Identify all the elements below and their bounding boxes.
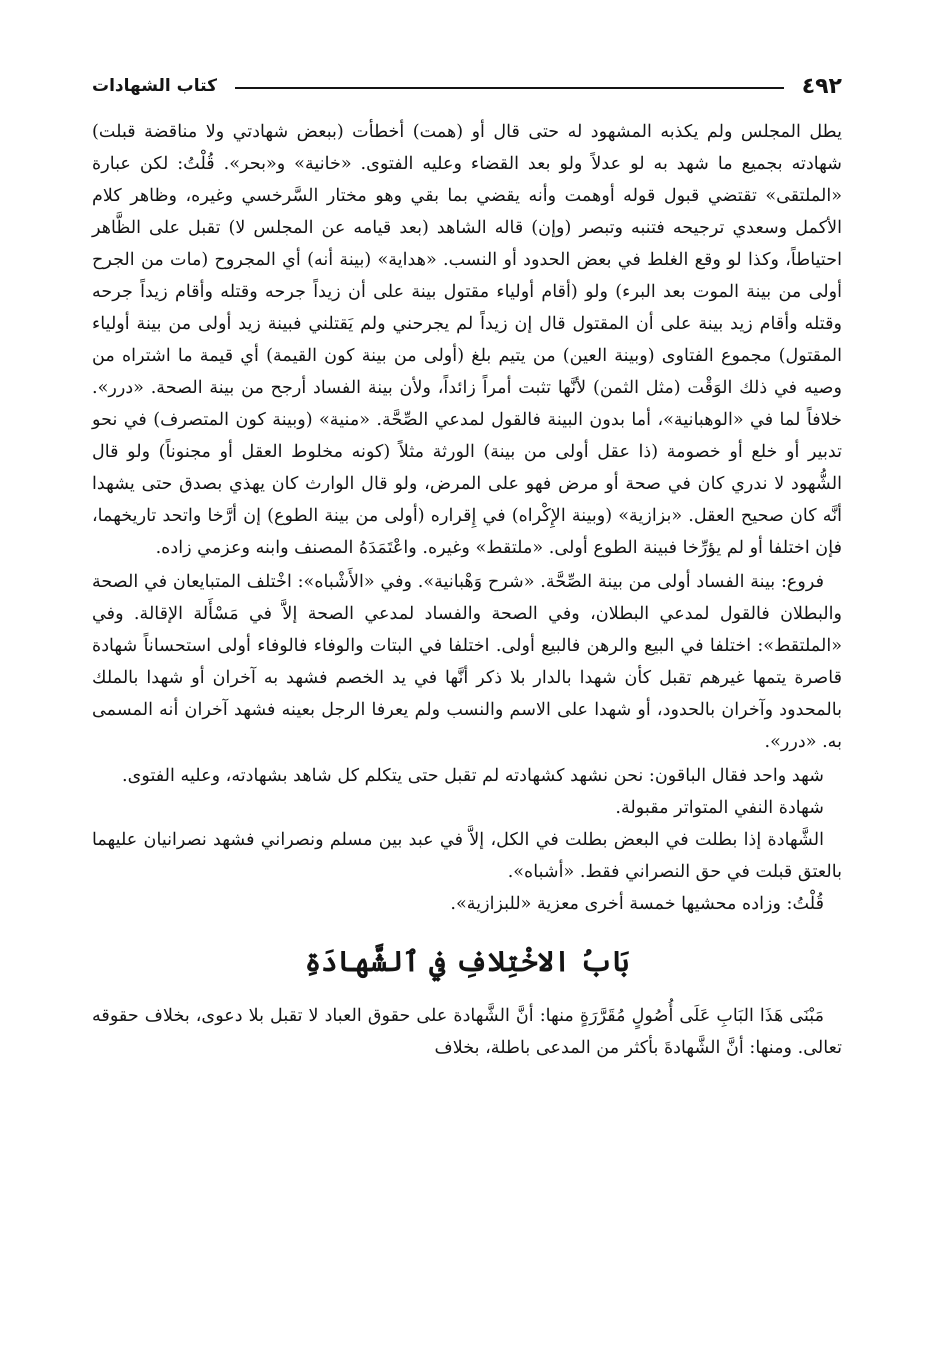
chapter-title-text: بَابُ الاخْتِلافِ في ٱلشَّهادَةِ (304, 945, 630, 978)
paragraph-witness-single: شهد واحد فقال الباقون: نحن نشهد كشهادته لم تقبل حتى يتكلم كل شاهد بشهادته، وعليه الفتوى. (122, 766, 824, 786)
paragraph-main: يطل المجلس ولم يكذبه المشهود له حتى قال أو (همت) أخطأت (ببعض شهادتي ولا مناقضة قبلت) شهادته بجميع ما شهد به لو عدلاً ولو بعد القضاء وعليه الفتوى. «خانية» و«بحر». قُلْتُ: لكن عبارة «الملتقى» تقتضي قبول قوله أوهمت وأنه يقضي بما بقي وهو مختار السَّرخسي وغيره، وظاهر كلام الأكمل وسعدي ترجيحه فتنبه وتبصر (وإن) قاله الشاهد (بعد قيامه عن المجلس لا) تقبل على الظَّاهر احتياطاً، وكذا لو وقع الغلط في بعض الحدود أو النسب. «هداية» (بينة أنه) أي المجروح (مات من الجرح أولى من بينة الموت بعد البرء) ولو (أقام أولياء مقتول بينة على أن زيداً جرحه وقتله وأقام زيداً جرحه وقتله وأقام زيد بينة على أن المقتول قال إن زيداً لم يجرحني ولم يَقتلني فبينة زيد أولى من بينة أولياء المقتول) مجموع الفتاوى (وبينة العين) من يتيم بلغ (أولى من بينة كون القيمة) أي قيمة ما اشتراه من وصيه في ذلك الوَقْت (مثل الثمن) لأنَّها تثبت أمراً زائداً، ولأن بينة الفساد أرجح من بينة الصحة. «درر». خلافاً لما في «الوهبانية»، أما بدون البينة فالقول لمدعي الصِّحَّة. «منية» (وبينة كون المتصرف) في نحو تدبير أو خلع أو خصومة (ذا عقل أولى من بينة) الورثة مثلاً (كونه مخلوط العقل أو مجنوناً) ولو قال الشُّهود لا ندري كان في صحة أو مرض فهو على المرض، ولو قال الوارث كان يهذي بصدق حتى يشهدا أنَّه كان صحيح العقل. «بزازية» (وبينة الإِكْراه) في إِقراره (أولى من بينة الطوع) إن أرَّخا واتحد تاريخهما، فإن اختلفا أو لم يؤرِّخا فبينة الطوع أولى. «ملتقط» وغيره. واعْتَمَدَهُ المصنف وابنه وعزمي زاده. (92, 122, 842, 558)
header-rule (235, 87, 784, 89)
paragraph-chapter-intro: مَبْنَى هَذَا البَابِ عَلَى أُصُولٍ مُقَرَّرَةٍ منها: أنَّ الشَّهادة على حقوق العباد لا تقبل بلا دعوى، بخلاف حقوقه تعالى. ومنها: أنَّ الشَّهادةَ بأكثر من المدعى باطلة، بخلاف (92, 1006, 842, 1058)
paragraph-furu: فروع: بينة الفساد أولى من بينة الصِّحَّة. «شرح وَهْبانية». وفي «الأَشْباه»: اخْتلف المتبايعان في الصحة والبطلان فالقول لمدعي البطلان، وفي الصحة والفساد لمدعي الصحة إلاَّ في مَسْأَلة الإقالة. وفي «الملتقط»: اختلفا في البيع والرهن فالبيع أولى. اختلفا في البتات والوفاء فالوفاء أولى استحساناً شهادة قاصرة يتمها غيرهم تقبل كأن شهدا بالدار بلا ذكر أنَّها في يد الخصم فشهد به آخران أو شهدا بالملك بالمحدود وآخران بالحدود، أو شهدا على الاسم والنسب ولم يعرفا الرجل بعينه فشهد آخران أنه المسمى به. «درر». (92, 572, 842, 752)
paragraph-negation: شهادة النفي المتواتر مقبولة. (615, 798, 824, 818)
page-body (92, 116, 842, 1064)
chapter-title (92, 942, 842, 982)
paragraph-partial-void: الشَّهادة إذا بطلت في البعض بطلت في الكل، إلاَّ في عبد بين مسلم ونصراني فشهد نصرانيان عليهما بالعتق قبلت في حق النصراني فقط. «أشباه». (92, 830, 842, 882)
page-number: ٤٩٢ (801, 73, 842, 99)
paragraph-qultu: قُلْتُ: وزاده محشيها خمسة أخرى معزية «للبزازية». (450, 894, 824, 914)
page-header (92, 70, 842, 102)
running-title: كتاب الشهادات (92, 76, 217, 96)
